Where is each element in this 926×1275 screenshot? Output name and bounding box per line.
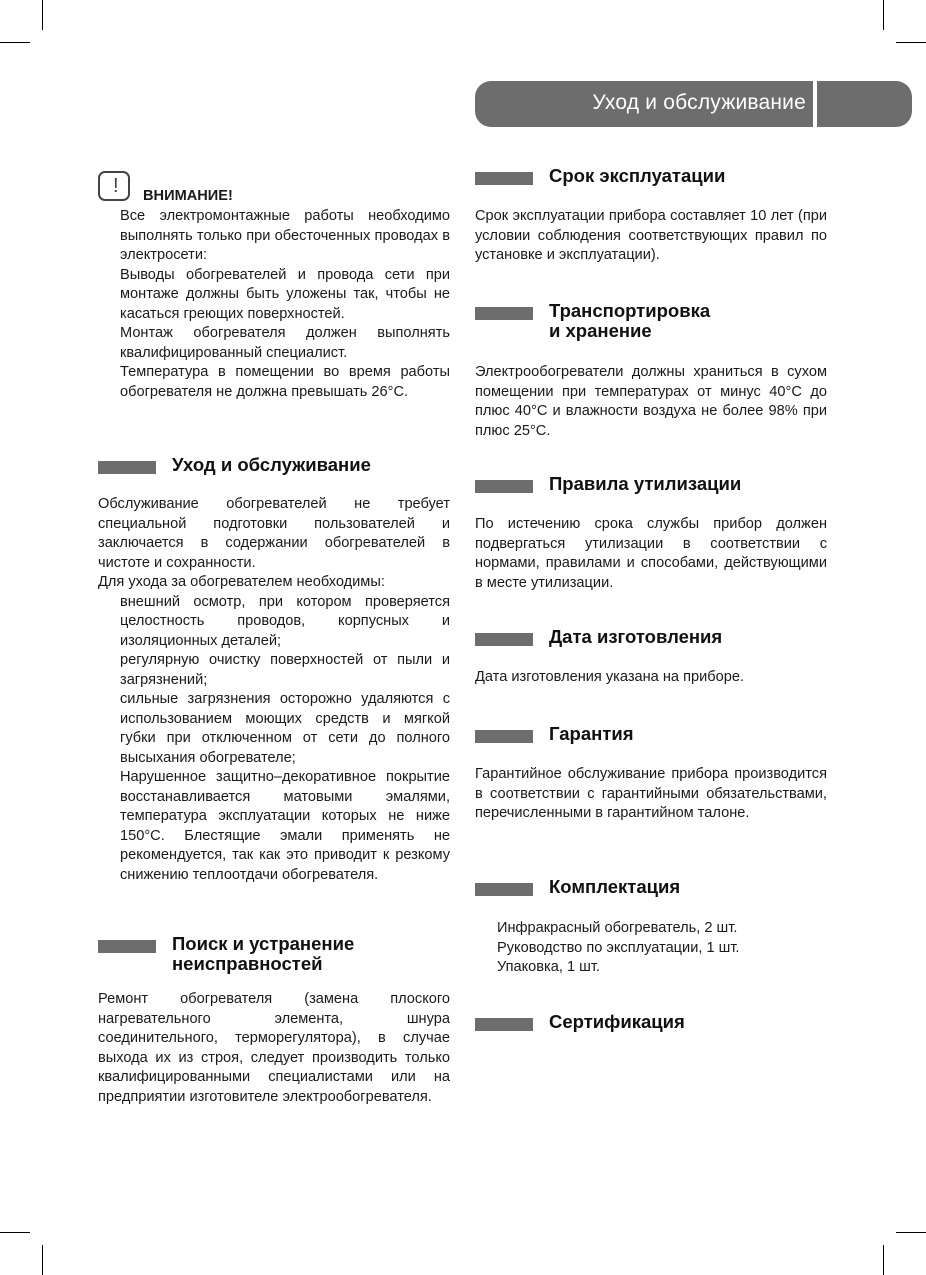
section-title-line: Поиск и устранение bbox=[172, 933, 355, 954]
certification-section bbox=[475, 1011, 827, 1040]
chapter-header bbox=[475, 81, 912, 127]
section-title: Гарантия bbox=[549, 723, 634, 744]
care-lead: Для ухода за обогревателем необходимы: bbox=[98, 574, 385, 590]
crop-mark bbox=[896, 42, 926, 43]
care-item: Нарушенное защитно–декоративное покрытие восстанавливается матовыми эмалями, температура эксплуатации которых не ниже 150°С. Блестящие эмали применять не рекомендуется, так как это приводит к резкому снижению теплоотдачи обогревателя. bbox=[120, 769, 450, 883]
care-item: сильные загрязнения осторожно удаляются с использованием моющих средств и мягкой губки при отключенном от сети до полного высыхания обогревателе; bbox=[120, 691, 450, 766]
warranty-text: Гарантийное обслуживание прибора производится в соответствии с гарантийными обязательствами, перечисленными в гарантийном талоне. bbox=[475, 766, 827, 821]
section-bar bbox=[475, 1018, 533, 1031]
warning-item: Монтаж обогревателя должен выполнять квалифицированный специалист. bbox=[120, 325, 450, 361]
disposal-section bbox=[475, 473, 827, 593]
care-item: внешний осмотр, при котором проверяется целостность проводов, корпусных и изоляционных деталей; bbox=[120, 593, 450, 649]
section-bar bbox=[475, 307, 533, 320]
package-item: Руководство по эксплуатации, 1 шт. bbox=[497, 939, 740, 956]
section-bar bbox=[475, 172, 533, 185]
crop-mark bbox=[883, 1245, 884, 1275]
manufacture-text: Дата изготовления указана на приборе. bbox=[475, 669, 745, 685]
warning-icon: ! bbox=[98, 171, 130, 201]
section-bar bbox=[475, 730, 533, 743]
section-bar bbox=[475, 883, 533, 896]
warning-item: Выводы обогревателей и провода сети при монтаже должны быть уложены так, чтобы не касаться греющих поверхностей. bbox=[120, 266, 450, 322]
section-title: Правила утилизации bbox=[549, 473, 742, 494]
troubleshoot-section bbox=[98, 933, 450, 1107]
crop-mark bbox=[42, 1245, 43, 1275]
package-item: Упаковка, 1 шт. bbox=[497, 959, 600, 975]
section-title: Срок эксплуатации bbox=[549, 165, 726, 186]
care-intro: Обслуживание обогревателей не требует специальной подготовки пользователей и заключается в содержании обогревателей в чистоте и сохранности. bbox=[98, 496, 450, 571]
warning-label: ВНИМАНИЕ! bbox=[143, 188, 233, 204]
transport-section bbox=[475, 300, 827, 441]
header-divider bbox=[813, 81, 817, 127]
lifetime-section bbox=[475, 165, 827, 266]
disposal-text: По истечению срока службы прибор должен подвергаться утилизации в соответствии с нормами, правилами и способами, действующими в месте утилизации. bbox=[475, 516, 827, 591]
package-section bbox=[475, 876, 827, 978]
lifetime-text: Срок эксплуатации прибора составляет 10 лет (при условии соблюдения соответствующих правил по установке и эксплуатации). bbox=[475, 208, 827, 263]
section-title bbox=[549, 301, 710, 341]
section-bar bbox=[475, 633, 533, 646]
warning-item: Все электромонтажные работы необходимо выполнять только при обесточенных проводах в электросети: bbox=[120, 208, 450, 263]
section-bar bbox=[475, 480, 533, 493]
crop-mark bbox=[42, 0, 43, 30]
warranty-section bbox=[475, 723, 827, 824]
section-title-line: и хранение bbox=[549, 320, 652, 341]
section-title: Сертификация bbox=[549, 1011, 685, 1032]
manufacture-section bbox=[475, 626, 827, 688]
chapter-title: Уход и обслуживание bbox=[592, 91, 806, 114]
section-bar bbox=[98, 940, 156, 953]
section-title bbox=[172, 934, 354, 974]
warning-block bbox=[98, 171, 450, 402]
care-item: регулярную очистку поверхностей от пыли и загрязнений; bbox=[120, 652, 450, 688]
transport-text: Электрообогреватели должны храниться в сухом помещении при температурах от минус 40°С до плюс 40°С и влажности воздуха не более 98% при плюс 25°С. bbox=[475, 364, 827, 439]
section-title: Уход и обслуживание bbox=[172, 454, 371, 475]
package-item: Инфракрасный обогреватель, 2 шт. bbox=[497, 920, 738, 936]
section-title-line: неисправностей bbox=[172, 953, 323, 974]
crop-mark bbox=[0, 42, 30, 43]
crop-mark bbox=[883, 0, 884, 30]
section-title-line: Транспортировка bbox=[549, 300, 711, 321]
care-section bbox=[98, 454, 450, 885]
section-title: Дата изготовления bbox=[549, 626, 723, 647]
troubleshoot-text: Ремонт обогревателя (замена плоского нагревательного элемента, шнура соединительного, терморегулятора), в случае выхода их из строя, следует производить только квалифицированными специалистами или на предприятии изготовителе электрообогревателя. bbox=[98, 991, 450, 1105]
section-bar bbox=[98, 461, 156, 474]
warning-item: Температура в помещении во время работы обогревателя не должна превышать 26°С. bbox=[120, 364, 450, 400]
crop-mark bbox=[0, 1232, 30, 1233]
crop-mark bbox=[896, 1232, 926, 1233]
section-title: Комплектация bbox=[549, 876, 681, 897]
